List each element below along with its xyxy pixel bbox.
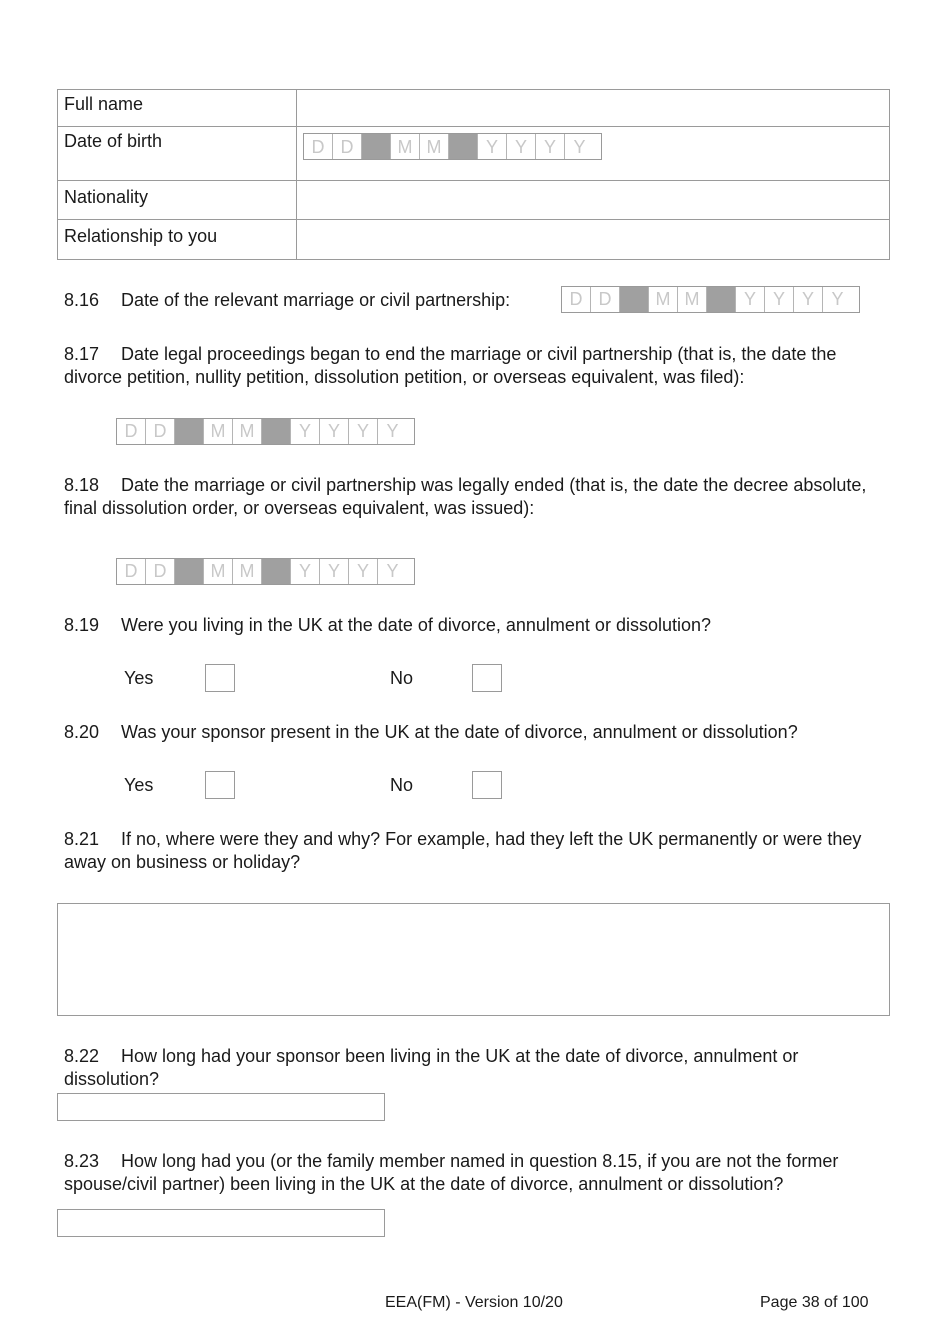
question-text: Date the marriage or civil partnership was legally ended (that is, the date the decree absolute, final dissolution order, or overseas equivalent, was issued): (64, 475, 867, 518)
question-8-23 (64, 1150, 894, 1196)
full-name-label: Full name (58, 90, 297, 127)
year-digit-placeholder: Y (386, 561, 399, 581)
month-digit-placeholder: M (204, 559, 233, 584)
question-text: Date legal proceedings began to end the marriage or civil partnership (that is, the date the divorce petition, nullity petition, dissolution petition, or overseas equivalent, was filed): (64, 344, 837, 387)
date-separator (262, 559, 291, 584)
question-8-21 (64, 828, 894, 874)
date-separator (362, 134, 391, 159)
question-number: 8.20 (64, 722, 100, 742)
no-label: No (390, 668, 414, 688)
date-separator (175, 419, 204, 444)
question-number: 8.19 (64, 615, 100, 635)
sponsor-absence-textarea[interactable] (57, 903, 890, 1016)
date-separator (262, 419, 291, 444)
proceedings-date-field[interactable] (116, 418, 415, 445)
day-digit-placeholder: D (117, 419, 146, 444)
year-digit-placeholder: Y (573, 136, 586, 157)
question-8-20 (64, 721, 894, 744)
year-digit-placeholder: Y (386, 421, 399, 441)
year-digit-placeholder: Y (765, 287, 794, 312)
day-digit-placeholder: D (117, 559, 146, 584)
year-digit-placeholder: Y (794, 287, 823, 312)
question-text: If no, where were they and why? For example, had they left the UK permanently or were they away on business or holiday? (64, 829, 862, 872)
applicant-duration-field[interactable] (57, 1209, 385, 1237)
yes-label: Yes (124, 668, 154, 688)
year-digit-placeholder: Y (736, 287, 765, 312)
month-digit-placeholder: M (204, 419, 233, 444)
year-digit-placeholder: Y (349, 419, 378, 444)
year-digit-placeholder: Y (831, 289, 844, 309)
question-8-19 (64, 614, 894, 637)
nationality-field[interactable] (297, 181, 890, 220)
date-separator (620, 287, 649, 312)
question-text: Was your sponsor present in the UK at the date of divorce, annulment or dissolution? (121, 722, 798, 742)
year-digit-placeholder: Y (478, 134, 507, 159)
year-digit-placeholder: Y (536, 134, 565, 159)
year-digit-placeholder: Y (320, 559, 349, 584)
question-text: Date of the relevant marriage or civil partnership: (121, 290, 511, 310)
question-text: Were you living in the UK at the date of divorce, annulment or dissolution? (121, 615, 712, 635)
sponsor-present-yes-checkbox[interactable] (205, 771, 235, 799)
question-text: How long had your sponsor been living in the UK at the date of divorce, annulment or dissolution? (64, 1046, 799, 1089)
question-number: 8.16 (64, 290, 100, 310)
sponsor-duration-field[interactable] (57, 1093, 385, 1121)
yes-label: Yes (124, 775, 154, 795)
nationality-label: Nationality (58, 181, 297, 220)
question-text: How long had you (or the family member named in question 8.15, if you are not the former spouse/civil partner) been living in the UK at the date of divorce, annulment or dissolution? (64, 1151, 839, 1194)
date-separator (707, 287, 736, 312)
day-digit-placeholder: D (562, 287, 591, 312)
day-digit-placeholder: D (146, 419, 175, 444)
full-name-field[interactable] (297, 90, 890, 127)
living-in-uk-no-checkbox[interactable] (472, 664, 502, 692)
month-digit-placeholder: M (233, 419, 262, 444)
year-digit-placeholder: Y (320, 419, 349, 444)
sponsor-present-no-checkbox[interactable] (472, 771, 502, 799)
question-8-22 (64, 1045, 894, 1091)
month-digit-placeholder: M (649, 287, 678, 312)
date-of-birth-label: Date of birth (58, 127, 297, 181)
person-details-table (57, 89, 890, 260)
no-label: No (390, 775, 414, 795)
question-8-18 (64, 474, 894, 520)
relationship-field[interactable] (297, 220, 890, 260)
marriage-date-field[interactable] (561, 286, 860, 313)
question-number: 8.22 (64, 1046, 100, 1066)
date-separator (449, 134, 478, 159)
month-digit-placeholder: M (391, 134, 420, 159)
day-digit-placeholder: D (333, 134, 362, 159)
year-digit-placeholder: Y (507, 134, 536, 159)
year-digit-placeholder: Y (291, 559, 320, 584)
day-digit-placeholder: D (304, 134, 333, 159)
month-digit-placeholder: M (420, 134, 449, 159)
day-digit-placeholder: D (146, 559, 175, 584)
question-number: 8.18 (64, 475, 100, 495)
date-separator (175, 559, 204, 584)
relationship-label: Relationship to you (58, 220, 297, 260)
date-of-birth-field[interactable] (303, 133, 602, 160)
ended-date-field[interactable] (116, 558, 415, 585)
question-number: 8.17 (64, 344, 100, 364)
question-number: 8.21 (64, 829, 100, 849)
living-in-uk-yes-checkbox[interactable] (205, 664, 235, 692)
month-digit-placeholder: M (233, 559, 262, 584)
month-digit-placeholder: M (678, 287, 707, 312)
day-digit-placeholder: D (591, 287, 620, 312)
year-digit-placeholder: Y (349, 559, 378, 584)
page-number: Page 38 of 100 (760, 1294, 869, 1311)
question-number: 8.23 (64, 1151, 100, 1171)
question-8-17 (64, 343, 894, 389)
form-version: EEA(FM) - Version 10/20 (385, 1294, 563, 1311)
year-digit-placeholder: Y (291, 419, 320, 444)
